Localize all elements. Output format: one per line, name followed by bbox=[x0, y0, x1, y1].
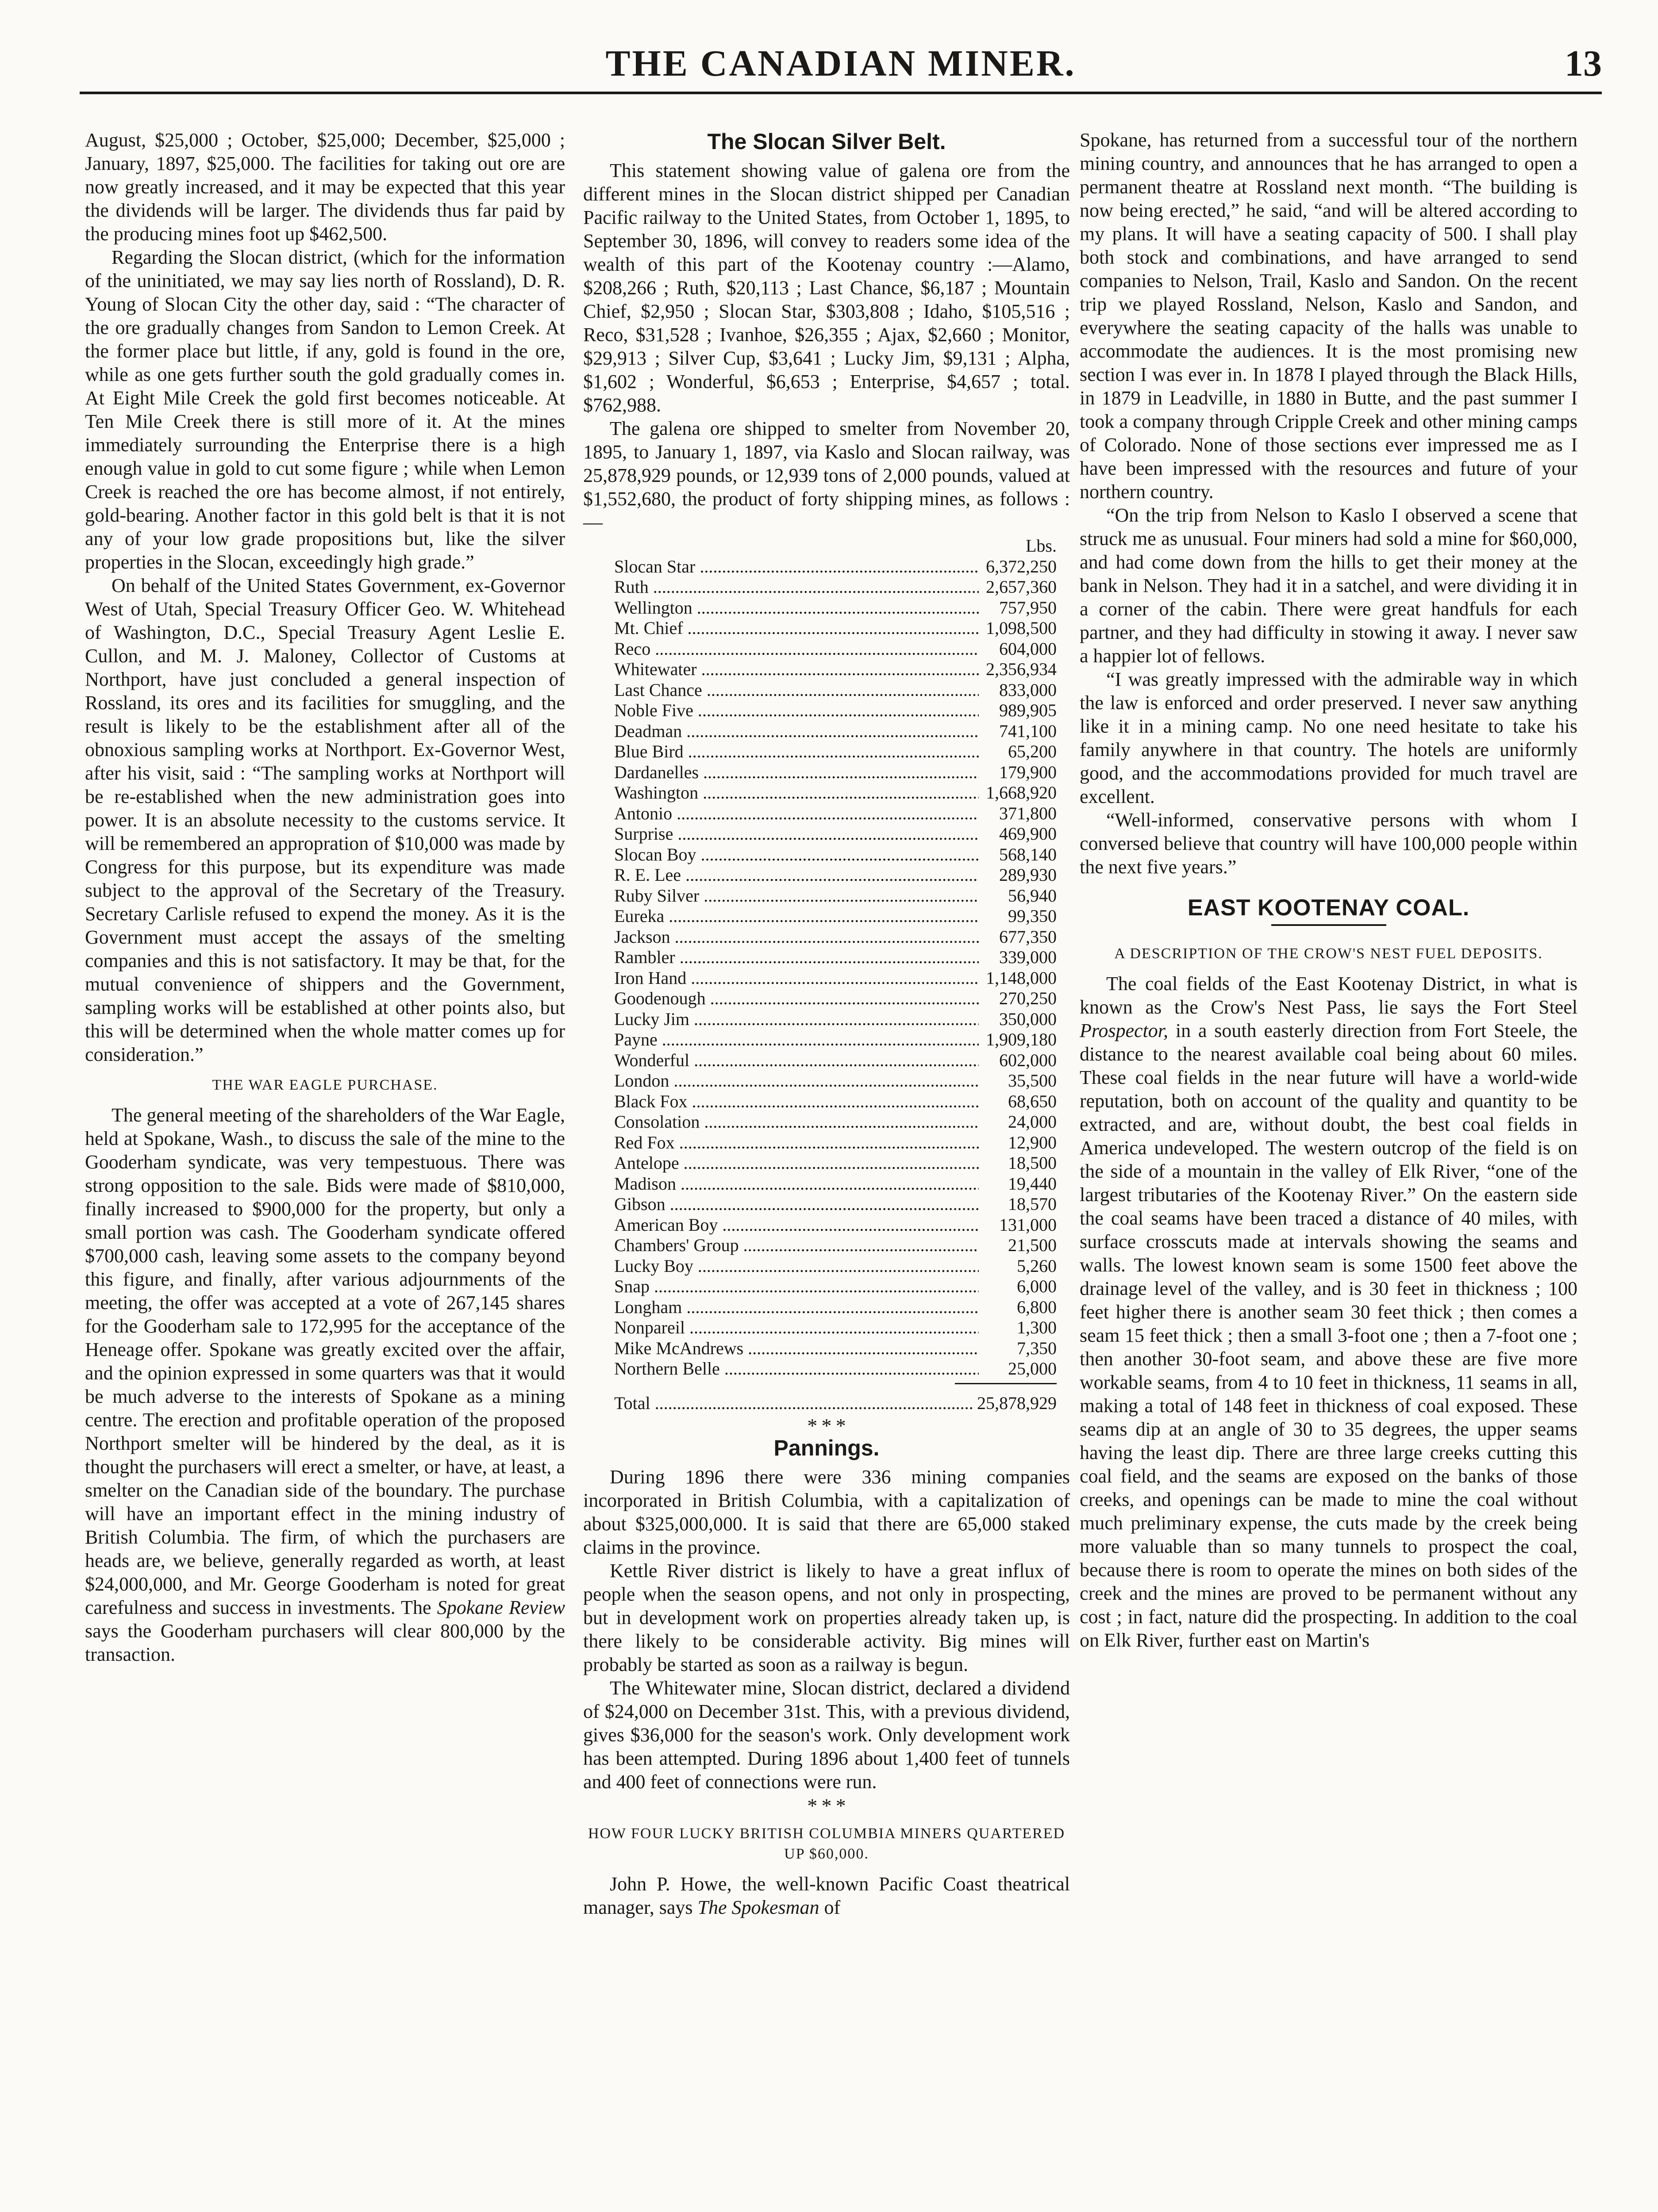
table-row bbox=[614, 598, 1057, 618]
mine-name: American Boy ..... bbox=[614, 1215, 979, 1236]
table-row bbox=[614, 1317, 1057, 1338]
table-row bbox=[614, 1215, 1057, 1236]
paragraph-companies-1896: During 1896 there were 336 mining companies incorporated in British Columbia, with a capitalization of about $325,000,000. It is said that there are 65,000 staked claims in the province. bbox=[583, 1466, 1070, 1558]
table-row bbox=[614, 803, 1057, 824]
mine-name: London ..... bbox=[614, 1071, 979, 1091]
table-row bbox=[614, 1071, 1057, 1091]
mine-name: Payne ..... bbox=[614, 1029, 979, 1050]
mine-name: Longham ..... bbox=[614, 1297, 979, 1318]
mine-name: Wonderful ..... bbox=[614, 1050, 979, 1071]
table-row bbox=[614, 721, 1057, 742]
mine-lbs: 65,200 bbox=[1008, 741, 1057, 761]
table-row bbox=[614, 865, 1057, 886]
table-row bbox=[614, 968, 1057, 989]
mine-lbs: 339,000 bbox=[999, 947, 1057, 967]
mine-name: Dardanelles ..... bbox=[614, 762, 979, 783]
mine-name: Reco ..... bbox=[614, 639, 979, 660]
subheading-lucky-miners: HOW FOUR LUCKY BRITISH COLUMBIA MINERS QUARTERED UP $60,000. bbox=[588, 1825, 1066, 1862]
table-row bbox=[614, 1133, 1057, 1153]
mine-lbs: 12,900 bbox=[1008, 1132, 1057, 1152]
table-row bbox=[614, 1338, 1057, 1359]
paragraph-galena-value: This statement showing value of galena ore from the different mines in the Slocan district shipped per Canadian Pacific railway to the United States, from October 1, 1895, to September 30, 1896, will convey to readers some idea of the wealth of this part of the Kootenay country :—Alamo, $208,266 ; Ruth, $20,113 ; Last Chance, $6,187 ; Mountain Chief, $2,950 ; Slocan Star, $303,808 ; Idaho, $105,516 ; Reco, $31,528 ; Ivanhoe, $26,355 ; Ajax, $2,660 ; Monitor, $29,913 ; Silver Cup, $3,641 ; Lucky Jim, $9,131 ; Alpha, $1,602 ; Wonderful, $6,653 ; Enterprise, $4,657 ; total. $762,988. bbox=[583, 160, 1070, 416]
mine-lbs: 6,800 bbox=[1017, 1297, 1057, 1317]
mine-lbs: 289,930 bbox=[999, 865, 1057, 885]
mine-name: Blue Bird ..... bbox=[614, 741, 979, 762]
mine-lbs: 568,140 bbox=[999, 844, 1057, 864]
table-row bbox=[614, 1194, 1057, 1215]
table-row bbox=[614, 927, 1057, 948]
table-row bbox=[614, 1009, 1057, 1030]
mine-lbs: 35,500 bbox=[1008, 1071, 1057, 1091]
paragraph-kettle-river: Kettle River district is likely to have a great influx of people when the season opens, and not only in prospecting, but in development work on properties already taken up, is there likely to be considerable activity. Big mines will probably be started as soon as a railway is begun. bbox=[583, 1560, 1070, 1675]
mine-lbs: 677,350 bbox=[999, 926, 1057, 947]
mine-lbs: 2,657,360 bbox=[986, 577, 1057, 597]
mine-lbs: 99,350 bbox=[1008, 906, 1057, 926]
mine-lbs: 1,300 bbox=[1017, 1317, 1057, 1337]
table-row bbox=[614, 1029, 1057, 1050]
mine-name: Wellington ..... bbox=[614, 598, 979, 618]
paragraph-dividends: August, $25,000 ; October, $25,000; December, $25,000 ; January, 1897, $25,000. The facilities for taking out ore are now greatly increased, and it may be expected that this year the dividends will be larger. The dividends thus far paid by the producing mines foot up $462,500. bbox=[85, 129, 565, 245]
mine-name: Madison ..... bbox=[614, 1174, 979, 1194]
table-row bbox=[614, 947, 1057, 968]
mine-lbs: 757,950 bbox=[999, 597, 1057, 618]
mine-lbs: 131,000 bbox=[999, 1214, 1057, 1235]
mine-lbs: 6,000 bbox=[1017, 1276, 1057, 1296]
mine-name: Consolation ..... bbox=[614, 1112, 979, 1133]
mine-name: Antelope ..... bbox=[614, 1153, 979, 1174]
mine-lbs: 989,905 bbox=[999, 700, 1057, 720]
mine-lbs: 602,000 bbox=[999, 1050, 1057, 1070]
mine-name: R. E. Lee ..... bbox=[614, 865, 979, 886]
subheading-crows-nest: A DESCRIPTION OF THE CROW'S NEST FUEL DEPOSITS. bbox=[1114, 945, 1543, 962]
mine-lbs: 741,100 bbox=[999, 721, 1057, 741]
mine-name: Mike McAndrews ..... bbox=[614, 1338, 979, 1359]
table-row bbox=[614, 557, 1057, 577]
table-row bbox=[614, 618, 1057, 639]
paragraph-slocan-district: Regarding the Slocan district, (which for the information of the uninitiated, we may say lies north of Rossland), D. R. Young of Slocan City the other day, said : “The character of the ore gradually changes from Sandon to Lemon Creek. At the former place but little, if any, gold is found in the ore, while as one gets further south the gold gradually comes in. At Eight Mile Creek the gold first becomes noticeable. At Ten Mile Creek there is still more of it. At the mines immediately surrounding the Enterprise there is a high enough value in gold to cut some figure ; while when Lemon Creek is reached the ore has become almost, if not entirely, gold-bearing. Another factor in this gold belt is that it is not any of your low grade propositions but, like the silver properties in the Slocan, exceedingly high grade.” bbox=[85, 246, 565, 573]
spokesman-title: The Spokesman bbox=[697, 1897, 819, 1918]
paragraph-nelson-kaslo: “On the trip from Nelson to Kaslo I observed a scene that struck me as unusual. Four miners had sold a mine for $60,000, and had come down from the hills to get their money at the bank in Nelson. They had it in a satchel, and were dividing it in a corner of the cabin. There were great handfuls for each partner, and they had difficulty in stowing it away. I never saw a happier lot of fellows. bbox=[1080, 504, 1577, 667]
mine-lbs: 18,570 bbox=[1008, 1194, 1057, 1214]
table-row bbox=[614, 988, 1057, 1009]
mine-lbs: 371,800 bbox=[999, 803, 1057, 823]
mine-name: Snap ..... bbox=[614, 1276, 979, 1297]
table-row bbox=[614, 1174, 1057, 1194]
total-label: Total ..... bbox=[614, 1393, 974, 1414]
masthead bbox=[80, 42, 1602, 113]
spokane-review-title: Spokane Review bbox=[437, 1597, 565, 1618]
table-row bbox=[614, 1153, 1057, 1174]
page-number: 13 bbox=[1565, 43, 1602, 84]
paragraph-population: “Well-informed, conservative persons with whom I conversed believe that country will have 100,000 people within the next five years.” bbox=[1080, 809, 1577, 878]
mine-name: Rambler ..... bbox=[614, 947, 979, 968]
paragraph-law-enforced: “I was greatly impressed with the admirable way in which the law is enforced and order preserved. I never saw anything like it in a mining camp. No one need hesitate to take his family anywhere in that country. The hotels are uniformly good, and the accommodations provided for much travel are excellent. bbox=[1080, 668, 1577, 807]
mine-lbs: 270,250 bbox=[999, 988, 1057, 1008]
table-row bbox=[614, 1276, 1057, 1297]
mine-name: Antonio ..... bbox=[614, 803, 979, 824]
mine-name: Gibson ..... bbox=[614, 1194, 979, 1215]
table-row bbox=[614, 577, 1057, 598]
mine-lbs: 469,900 bbox=[999, 824, 1057, 844]
right-column bbox=[1080, 128, 1577, 1652]
table-header-lbs: Lbs. bbox=[1026, 536, 1057, 556]
total-value: 25,878,929 bbox=[977, 1393, 1057, 1413]
mines-table bbox=[614, 536, 1057, 1413]
heading-east-kootenay-coal: EAST KOOTENAY COAL. bbox=[1187, 895, 1470, 921]
mine-name: Last Chance ..... bbox=[614, 680, 979, 701]
mine-lbs: 68,650 bbox=[1008, 1091, 1057, 1111]
table-row bbox=[614, 1050, 1057, 1071]
masthead-rule bbox=[80, 92, 1602, 94]
mine-name: Slocan Boy ..... bbox=[614, 845, 979, 865]
mine-name: Ruby Silver ..... bbox=[614, 886, 979, 906]
table-row bbox=[614, 700, 1057, 721]
war-eagle-text-end: says the Gooderham purchasers will clear 800,000 by the transaction. bbox=[85, 1620, 565, 1665]
paragraph-war-eagle bbox=[85, 1103, 565, 1666]
left-column bbox=[85, 128, 565, 1666]
mine-lbs: 6,372,250 bbox=[986, 556, 1057, 576]
mine-name: Red Fox ..... bbox=[614, 1133, 979, 1153]
table-row bbox=[614, 639, 1057, 660]
section-stars: * * * bbox=[807, 1414, 846, 1437]
mine-lbs: 21,500 bbox=[1008, 1235, 1057, 1255]
mine-lbs: 179,900 bbox=[999, 762, 1057, 782]
mine-name: Deadman ..... bbox=[614, 721, 979, 742]
paragraph-whitewater: The Whitewater mine, Slocan district, declared a dividend of $24,000 on December 31st. This, with a previous dividend, gives $36,000 for the season's work. Only development work has been attempted. During 1896 about 1,400 feet of tunnels and 400 feet of connections were run. bbox=[583, 1677, 1070, 1793]
section-stars-2: * * * bbox=[807, 1794, 846, 1817]
howe-text-end: of bbox=[824, 1897, 841, 1918]
mine-lbs: 833,000 bbox=[999, 680, 1057, 700]
heading-rule bbox=[1271, 924, 1386, 926]
paragraph-galena-shipped: The galena ore shipped to smelter from November 20, 1895, to January 1, 1897, via Kaslo and Slocan railway, was 25,878,929 pounds, or 12,939 tons of 2,000 pounds, valued at $1,552,680, the product of forty shipping mines, as follows :— bbox=[583, 418, 1070, 533]
mine-name: Lucky Boy ..... bbox=[614, 1256, 979, 1277]
heading-slocan-silver-belt: The Slocan Silver Belt. bbox=[707, 129, 946, 154]
table-row bbox=[614, 1112, 1057, 1133]
mine-lbs: 56,940 bbox=[1008, 885, 1057, 906]
mine-lbs: 7,350 bbox=[1017, 1338, 1057, 1358]
table-row bbox=[614, 741, 1057, 762]
newspaper-title: THE CANADIAN MINER. bbox=[605, 43, 1076, 84]
mine-name: Ruth ..... bbox=[614, 577, 979, 598]
mine-name: Lucky Jim ..... bbox=[614, 1009, 979, 1030]
mine-name: Washington ..... bbox=[614, 783, 979, 803]
mine-name: Chambers' Group ..... bbox=[614, 1235, 979, 1256]
mine-lbs: 25,000 bbox=[1008, 1359, 1057, 1379]
howe-text: John P. Howe, the well-known Pacific Coast theatrical manager, says bbox=[583, 1873, 1070, 1918]
table-total-row bbox=[614, 1393, 1057, 1414]
mine-name: Nonpareil ..... bbox=[614, 1317, 979, 1338]
mine-lbs: 1,148,000 bbox=[986, 968, 1057, 988]
coal-text-end: in a south easterly direction from Fort Steele, the distance to the nearest available coal being about 60 miles. These coal fields in the near future will have a world-wide reputation, both on account of the quality and quantity to be extracted, and are, without doubt, the best coal fields in America undeveloped. The western outcrop of the field is on the side of a mountain in the valley of Elk River, “one of the largest tributaries of the Kootenay River.” On the eastern side the coal seams have been traced a distance of 40 miles, with surface crosscuts made at intervals showing the seams and walls. The lowest known seam is some 1500 feet above the drainage level of the valley, and is 30 feet in thickness ; 100 feet higher there is another seam 30 feet thick ; then comes a seam 15 feet thick ; then a small 3-foot one ; then a 7-foot one ; then another 30-foot seam, and above these are five more workable seams, from 4 to 10 feet in thickness, 11 seams in all, making a total of 148 feet in thickness of coal exposed. These seams dip at an angle of 30 to 35 degrees, the upper seams having the least dip. There are three large creeks cutting this coal field, and the seams are exposed on the banks of those creeks, and openings can be made to mine the coal without much preliminary expense, the cuts made by the creek being more valuable than so many tunnels to prospect the coal, because there is room to operate the mines on both sides of the creek and the mines are proved to be permanent without any cost ; in fact, nature did the prospecting. In addition to the coal on Elk River, further east on Martin's bbox=[1080, 1020, 1578, 1651]
mine-name: Slocan Star ..... bbox=[614, 557, 979, 577]
mine-rows bbox=[614, 557, 1057, 1379]
paragraph-theatre: Spokane, has returned from a successful tour of the northern mining country, and announces that he has arranged to open a permanent theatre at Rossland next month. “The building is now being erected,” he said, “and will be altered according to my plans. It will have a seating capacity of 500. I shall play both stock and combinations, and have arranged to send companies to Nelson, Trail, Kaslo and Sandon. On the recent trip we played Rossland, Nelson, Kaslo and Sandon, and everywhere the seating capacity of the halls was unable to accommodate the audiences. It is the most promising new section I was ever in. In 1878 I played through the Black Hills, in 1879 in Leadville, in 1880 in Butte, and the past summer I took a company through Cripple Creek and other mining camps of Colorado. None of those sections ever impressed me as I have been impressed with the resources and future of your northern country. bbox=[1080, 129, 1577, 503]
mine-lbs: 5,260 bbox=[1017, 1256, 1057, 1276]
table-row bbox=[614, 1297, 1057, 1318]
mine-lbs: 19,440 bbox=[1008, 1173, 1057, 1194]
paragraph-coal-fields bbox=[1080, 972, 1577, 1652]
mine-name: Eureka ..... bbox=[614, 906, 979, 927]
mine-name: Northern Belle ..... bbox=[614, 1359, 979, 1379]
table-row bbox=[614, 1235, 1057, 1256]
mine-lbs: 1,909,180 bbox=[986, 1029, 1057, 1049]
coal-text: The coal fields of the East Kootenay District, in what is known as the Crow's Nest Pass, lie says the Fort Steel bbox=[1080, 973, 1577, 1018]
mine-name: Whitewater ..... bbox=[614, 659, 979, 680]
table-row bbox=[614, 680, 1057, 701]
mine-lbs: 24,000 bbox=[1008, 1112, 1057, 1132]
subheading-war-eagle: THE WAR EAGLE PURCHASE. bbox=[212, 1077, 438, 1093]
table-row bbox=[614, 783, 1057, 803]
table-row bbox=[614, 845, 1057, 865]
mine-lbs: 2,356,934 bbox=[986, 659, 1057, 679]
table-row bbox=[614, 906, 1057, 927]
mine-lbs: 18,500 bbox=[1008, 1153, 1057, 1173]
mine-name: Jackson ..... bbox=[614, 927, 979, 948]
paragraph-howe bbox=[583, 1872, 1070, 1919]
mine-lbs: 1,668,920 bbox=[986, 783, 1057, 803]
paragraph-sampling-works: On behalf of the United States Government, ex-Governor West of Utah, Special Treasury Officer Geo. W. Whitehead of Washington, D.C., Special Treasury Agent Leslie E. Cullon, and M. J. Maloney, Collector of Customs at Northport, have just concluded a general inspection of Rossland, its ores and its facilities for smuggling, and the result is likely to be the establishment after all of the obnoxious sampling works at Northport. Ex-Governor West, after his visit, said : “The sampling works at Northport will be re-established when the new administration goes into power. It is an absolute necessity to the customs service. It will be remembered an appropration of $10,000 was made by Congress for this purpose, but its expenditure was made subject to the approval of the Secretary of the Treasury. Secretary Carlisle refused to expend the money. As it is the Government must accept the assays of the smelting companies and this is not satisfactory. It may be that, for the mutual convenience of shippers and the Government, sampling works will be established at other points also, but this will be determined when the whole matter comes up for consideration.” bbox=[85, 575, 565, 1065]
table-row bbox=[614, 659, 1057, 680]
mine-lbs: 1,098,500 bbox=[986, 618, 1057, 638]
table-row bbox=[614, 1256, 1057, 1277]
mine-name: Noble Five ..... bbox=[614, 700, 979, 721]
war-eagle-text: The general meeting of the shareholders of the War Eagle, held at Spokane, Wash., to discuss the sale of the mine to the Gooderham syndicate, was very tempestuous. There was strong opposition to the sale. Bids were made of $810,000, finally increased to $900,000 for the property, but only a small portion was cash. The Gooderham syndicate offered $700,000 cash, leaving some assets to the company beyond this figure, and finally, after various adjournments of the meeting, the offer was accepted at a vote of 267,145 shares for the Gooderham sale to 172,995 for the acceptance of the Heneage offer. Spokane was greatly excited over the affair, and the opinion expressed in some quarters was that it would be much adverse to the interests of Spokane as a mining centre. The erection and profitable operation of the proposed Northport smelter will be hindered by the deal, as it is thought the purchasers will erect a smelter, or have, at least, a smelter on the Canadian side of the boundary. The purchase will have an important effect in the mining industry of British Columbia. The firm, of which the purchasers are heads are, we believe, generally regarded as worth, at least $24,000,000, and Mr. George Gooderham is noted for great carefulness and success in investments. The bbox=[85, 1104, 565, 1618]
heading-pannings: Pannings. bbox=[773, 1436, 880, 1460]
table-row bbox=[614, 886, 1057, 906]
mine-name: Iron Hand ..... bbox=[614, 968, 979, 989]
mine-lbs: 604,000 bbox=[999, 638, 1057, 659]
table-row bbox=[614, 1091, 1057, 1112]
mine-name: Black Fox ..... bbox=[614, 1091, 979, 1112]
table-row bbox=[614, 1359, 1057, 1379]
prospector-title: Prospector, bbox=[1080, 1020, 1169, 1041]
middle-column bbox=[583, 128, 1070, 1919]
table-row bbox=[614, 824, 1057, 845]
mine-name: Mt. Chief ..... bbox=[614, 618, 979, 639]
mine-lbs: 350,000 bbox=[999, 1009, 1057, 1029]
table-row bbox=[614, 762, 1057, 783]
mine-name: Surprise ..... bbox=[614, 824, 979, 845]
mine-name: Goodenough ..... bbox=[614, 988, 979, 1009]
total-rule bbox=[955, 1383, 1057, 1384]
